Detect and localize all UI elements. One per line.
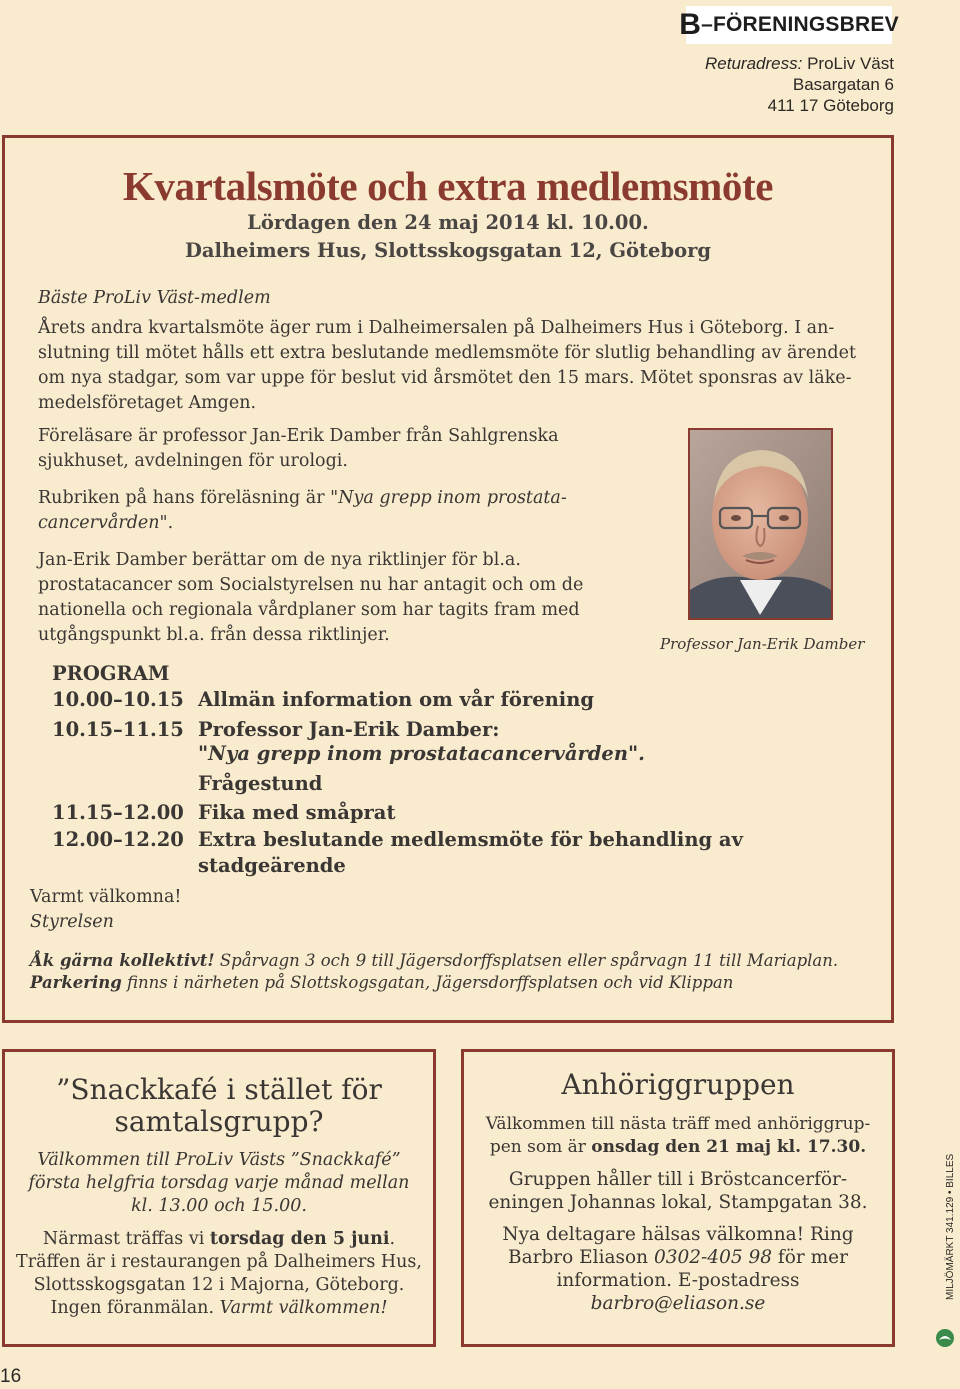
- snackkafe-title: [5, 1074, 433, 1138]
- snackkafe-title-line: samtalsgrupp?: [114, 1105, 324, 1138]
- parking-bold: Parkering: [30, 973, 122, 992]
- greeting: Bäste ProLiv Väst-medlem: [38, 288, 271, 308]
- speaker-line: sjukhuset, avdelningen för urologi.: [38, 451, 348, 471]
- program-activity: Allmän information om vår förening: [198, 688, 595, 711]
- intro-line: Årets andra kvartalsmöte äger rum i Dalheimersalen på Dalheimers Hus i Göteborg. I an-: [38, 318, 835, 338]
- speaker-portrait: [688, 428, 833, 620]
- transit-text: Spårvagn 3 och 9 till Jägersdorffsplatsen eller spårvagn 11 till Mariaplan.: [214, 951, 839, 970]
- program-activity: Professor Jan-Erik Damber:: [198, 718, 500, 741]
- program-time: 10.15–11.15: [52, 718, 184, 741]
- snackkafe-next-meeting: [5, 1228, 433, 1251]
- intro-line: medelsföretaget Amgen.: [38, 393, 257, 413]
- anhorig-contact-line: Nya deltagare hälsas välkomna! Ring: [502, 1224, 854, 1245]
- welcome-text: Varmt välkomna!: [30, 887, 182, 907]
- anhorig-contact-line: [464, 1246, 892, 1269]
- meeting-date: Lördagen den 24 maj 2014 kl. 10.00.: [247, 211, 649, 234]
- anhorig-host: [464, 1168, 892, 1214]
- return-name: ProLiv Väst: [807, 54, 894, 73]
- topic-title: "Nya grepp inom prostata-: [330, 488, 567, 508]
- eco-label: MILJÖMÄRKT 341.129 • BILLES: [945, 1153, 956, 1300]
- brand-rest: –FÖRENINGSBREV: [701, 13, 899, 36]
- intro-paragraph: [38, 316, 864, 416]
- next-date: torsdag den 5 juni: [209, 1229, 390, 1249]
- guideline-line: Jan-Erik Damber berättar om de nya riktlinjer för bl.a.: [38, 550, 521, 570]
- snackkafe-place-line: Träffen är i restaurangen på Dalheimers Hus,: [16, 1252, 422, 1272]
- swan-eco-icon: [935, 1328, 955, 1348]
- guideline-line: nationella och regionala vårdplaner som har tagits fram med: [38, 600, 580, 620]
- anhorig-host-line: Gruppen håller till i Bröstcancerför-: [508, 1169, 848, 1190]
- speaker-line: Föreläsare är professor Jan-Erik Damber från Sahlgrenska: [38, 426, 559, 446]
- snackkafe-invite: [5, 1149, 433, 1218]
- return-label: Returadress:: [705, 54, 803, 73]
- topic-end: .: [167, 513, 174, 533]
- page-title: Kvartalsmöte och extra medlemsmöte: [122, 163, 774, 209]
- snackkafe-invite-line: Välkommen till ProLiv Västs ”Snackkafé”: [37, 1150, 401, 1170]
- snackkafe-box: [2, 1049, 436, 1347]
- snackkafe-title-line: ”Snackkafé i stället för: [56, 1073, 382, 1106]
- parking-notice: [30, 973, 733, 992]
- program-item: [0, 801, 896, 829]
- program-activity: stadgeärende: [198, 854, 346, 877]
- program-time: 10.00–10.15: [52, 688, 184, 711]
- topic-prefix: Rubriken på hans föreläsning är: [38, 488, 331, 508]
- return-address: [705, 53, 894, 116]
- signature: Styrelsen: [30, 912, 114, 932]
- program-activity: Frågestund: [198, 772, 323, 795]
- invite-prefix: pen som är: [489, 1137, 592, 1157]
- return-street: Basargatan 6: [792, 75, 894, 94]
- contact-suffix: för mer: [772, 1247, 848, 1268]
- contact-email: barbro@eliason.se: [590, 1293, 766, 1314]
- program-item: [0, 718, 896, 802]
- anhorig-contact-line: information. E-postadress: [556, 1270, 800, 1291]
- portrait-image: [690, 430, 831, 618]
- topic-title: cancervården": [38, 513, 168, 533]
- newsletter-brand: [679, 6, 899, 44]
- anhorig-date: onsdag den 21 maj kl. 17.30.: [591, 1137, 867, 1157]
- portrait-caption: Professor Jan-Erik Damber: [660, 635, 865, 653]
- contact-name: Barbro Eliason: [508, 1247, 654, 1268]
- snackkafe-welcome: Varmt välkommen!: [219, 1298, 388, 1318]
- anhorig-invite-line: Välkommen till nästa träff med anhöriggrup-: [485, 1114, 871, 1134]
- transit-bold: Åk gärna kollektivt!: [30, 951, 215, 970]
- snackkafe-place-line: Slottsskogsgatan 12 i Majorna, Göteborg.: [33, 1275, 405, 1295]
- guideline-line: utgångspunkt bl.a. från dessa riktlinjer.: [38, 625, 390, 645]
- guideline-paragraph: [38, 548, 634, 648]
- snackkafe-details: [5, 1228, 433, 1320]
- brand-initial: B: [679, 8, 702, 41]
- intro-line: slutning till mötet hålls ett extra beslutande medlemsmöte för slutlig behandling av ärendet: [38, 343, 857, 363]
- next-suffix: .: [389, 1229, 396, 1249]
- no-signup: Ingen föranmälan.: [50, 1298, 220, 1318]
- program-activity: "Nya grepp inom prostatacancervården".: [198, 742, 645, 765]
- page-number: 16: [0, 1366, 22, 1387]
- anhorig-title: Anhöriggruppen: [561, 1068, 795, 1101]
- program-heading: PROGRAM: [52, 662, 170, 685]
- contact-phone: 0302-405 98: [653, 1247, 773, 1268]
- program-activity: Fika med småprat: [198, 801, 396, 824]
- anhorig-contact: [464, 1223, 892, 1315]
- parking-text: finns i närheten på Slottskogsgatan, Jägersdorffsplatsen och vid Klippan: [121, 973, 734, 992]
- program-activity: Extra beslutande medlemsmöte för behandling av: [198, 828, 743, 851]
- anhorig-invite: [464, 1113, 892, 1159]
- program-time: 11.15–12.00: [52, 801, 184, 824]
- program-time: 12.00–12.20: [52, 828, 184, 851]
- speaker-paragraph: [38, 424, 634, 474]
- anhorig-host-line: eningen Johannas lokal, Stampgatan 38.: [488, 1192, 868, 1213]
- next-prefix: Närmast träffas vi: [42, 1229, 210, 1249]
- snackkafe-closing: [5, 1297, 433, 1320]
- transit-notice: [30, 951, 838, 970]
- topic-paragraph: [38, 486, 634, 536]
- snackkafe-invite-line: kl. 13.00 och 15.00.: [131, 1196, 307, 1216]
- return-city: 411 17 Göteborg: [767, 96, 894, 115]
- guideline-line: prostatacancer som Socialstyrelsen nu har antagit och om de: [38, 575, 584, 595]
- intro-line: om nya stadgar, som var uppe för beslut vid årsmötet den 15 mars. Mötet sponsras av läke-: [38, 368, 852, 388]
- meeting-place: Dalheimers Hus, Slottsskogsgatan 12, Göteborg: [185, 239, 711, 262]
- snackkafe-invite-line: första helgfria torsdag varje månad mellan: [28, 1173, 410, 1193]
- program-item: [0, 828, 896, 884]
- program-item: [0, 688, 896, 718]
- anhoriggruppen-box: [461, 1049, 895, 1347]
- anhorig-invite-line: [464, 1136, 892, 1159]
